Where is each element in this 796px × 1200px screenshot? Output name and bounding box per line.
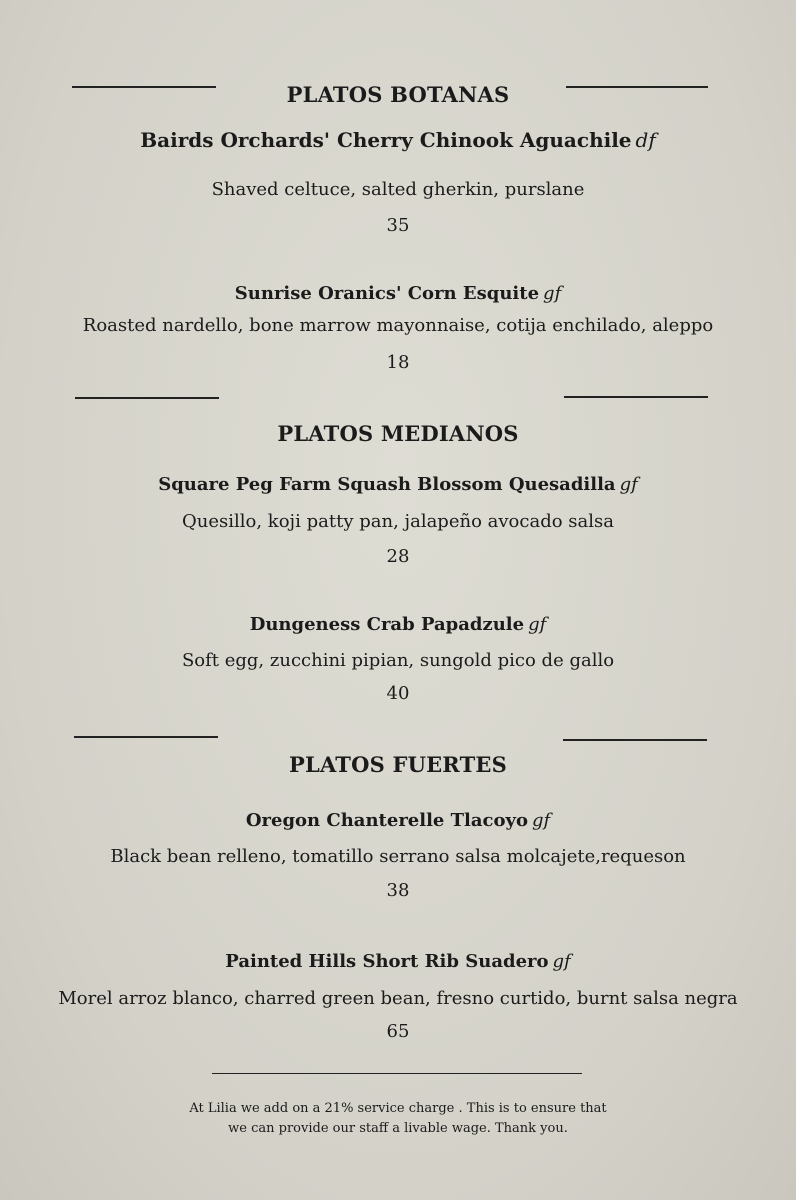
diet-tag: gf	[531, 810, 551, 831]
item-name: Dungeness Crab Papadzule gf	[249, 614, 547, 635]
section-title-medianos: PLATOS MEDIANOS	[277, 421, 519, 446]
divider-right	[563, 739, 707, 741]
item-price: 18	[386, 352, 410, 373]
divider-right	[564, 396, 708, 398]
item-name: Sunrise Oranics' Corn Esquite gf	[234, 283, 562, 304]
item-price: 65	[386, 1021, 410, 1042]
footer-divider	[212, 1073, 582, 1074]
item-price: 28	[386, 546, 410, 567]
diet-tag: df	[635, 128, 656, 152]
item-description: Morel arroz blanco, charred green bean, fresno curtido, burnt salsa negra	[58, 988, 738, 1009]
item-description: Shaved celtuce, salted gherkin, purslane	[211, 179, 585, 200]
diet-tag: gf	[552, 951, 571, 972]
diet-tag: gf	[543, 283, 562, 304]
item-price: 35	[386, 215, 410, 236]
divider-left	[75, 397, 219, 399]
diet-tag: gf	[528, 614, 547, 635]
item-price: 40	[386, 683, 410, 704]
item-price: 38	[386, 880, 410, 901]
item-name: Square Peg Farm Squash Blossom Quesadilla gf	[158, 474, 638, 495]
item-description: Quesillo, koji patty pan, jalapeño avocado salsa	[182, 511, 614, 532]
item-name: Oregon Chanterelle Tlacoyo gf	[245, 810, 551, 831]
item-description: Soft egg, zucchini pipian, sungold pico de gallo	[181, 650, 615, 671]
section-title-botanas: PLATOS BOTANAS	[286, 82, 510, 107]
item-name: Painted Hills Short Rib Suadero gf	[225, 951, 571, 972]
item-description: Roasted nardello, bone marrow mayonnaise, cotija enchilado, aleppo	[82, 315, 714, 336]
service-charge-note-line2: we can provide our staff a livable wage. Thank you.	[228, 1121, 568, 1136]
item-description: Black bean relleno, tomatillo serrano salsa molcajete,requeson	[110, 846, 686, 867]
diet-tag: gf	[619, 474, 638, 495]
service-charge-note-line1: At Lilia we add on a 21% service charge . This is to ensure that	[189, 1101, 607, 1116]
divider-left	[74, 736, 218, 738]
item-name: Bairds Orchards' Cherry Chinook Aguachile df	[140, 128, 656, 152]
section-title-fuertes: PLATOS FUERTES	[288, 752, 507, 777]
